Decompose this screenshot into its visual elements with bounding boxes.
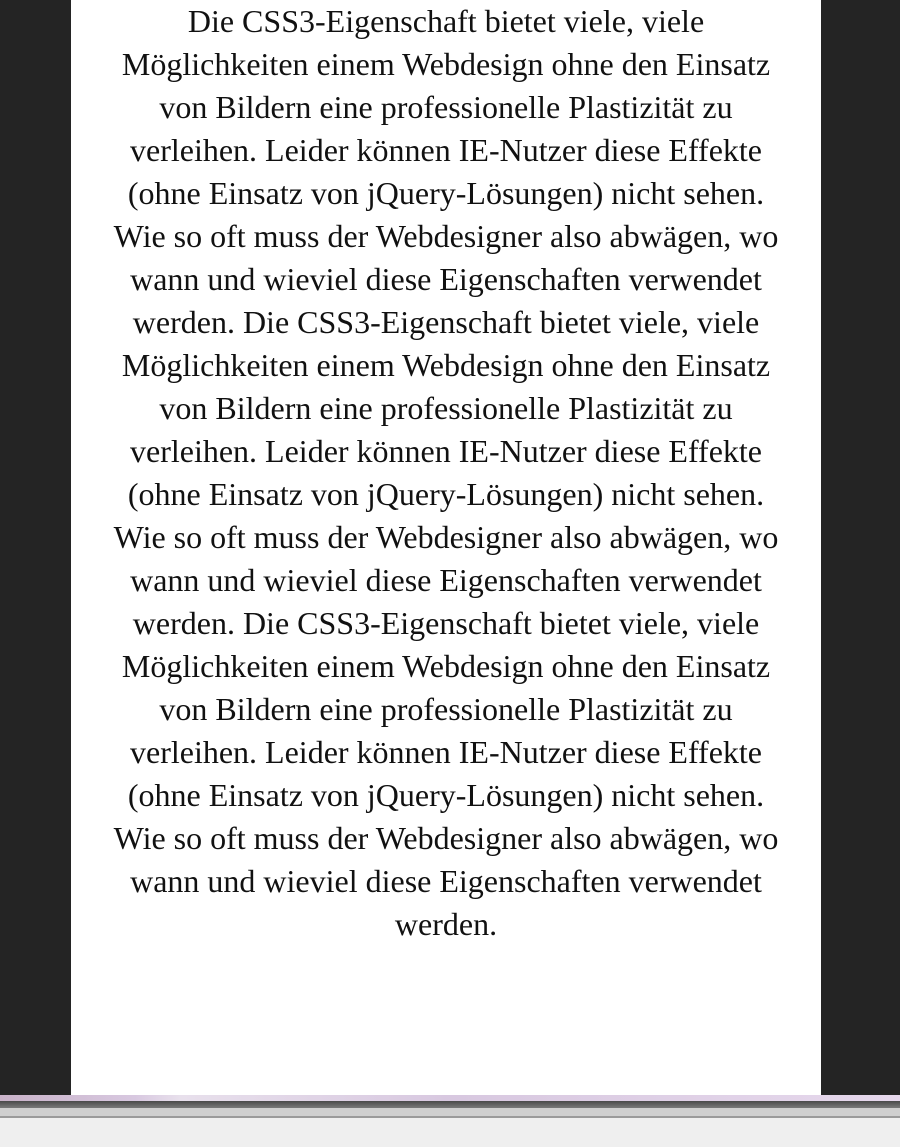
paragraph-line: (ohne Einsatz von jQuery-Lösungen) nicht sehen. xyxy=(127,476,765,512)
window-bottom-frame xyxy=(0,1095,900,1147)
paragraph-line: von Bildern eine professionelle Plastizität zu xyxy=(159,390,733,426)
paragraph-line: Wie so oft muss der Webdesigner also abwägen, wo xyxy=(113,218,779,254)
paragraph-line: werden. Die CSS3-Eigenschaft bietet viele, viele xyxy=(132,304,760,340)
frame-shadow-strip xyxy=(0,1101,900,1108)
paragraph-line: (ohne Einsatz von jQuery-Lösungen) nicht sehen. xyxy=(127,777,765,813)
paragraph-line: werden. Die CSS3-Eigenschaft bietet viele, viele xyxy=(132,605,760,641)
frame-highlight-strip xyxy=(0,1108,900,1116)
paragraph-line: Wie so oft muss der Webdesigner also abwägen, wo xyxy=(113,820,779,856)
paragraph-line: Möglichkeiten einem Webdesign ohne den Einsatz xyxy=(121,347,771,383)
paragraph-line: Möglichkeiten einem Webdesign ohne den Einsatz xyxy=(121,46,771,82)
article-paragraph xyxy=(71,0,821,946)
paragraph-line: Die CSS3-Eigenschaft bietet viele, viele xyxy=(187,3,705,39)
paragraph-line: wann und wieviel diese Eigenschaften verwendet xyxy=(130,863,762,899)
paragraph-line: Wie so oft muss der Webdesigner also abwägen, wo xyxy=(113,519,779,555)
paragraph-line: verleihen. Leider können IE-Nutzer diese Effekte xyxy=(130,734,762,770)
content-column xyxy=(71,0,821,1095)
paragraph-line: werden. xyxy=(394,906,498,942)
paragraph-line: verleihen. Leider können IE-Nutzer diese Effekte xyxy=(130,433,762,469)
paragraph-line: von Bildern eine professionelle Plastizität zu xyxy=(159,691,733,727)
paragraph-line: von Bildern eine professionelle Plastizität zu xyxy=(159,89,733,125)
paragraph-line: wann und wieviel diese Eigenschaften verwendet xyxy=(130,562,762,598)
paragraph-line: (ohne Einsatz von jQuery-Lösungen) nicht sehen. xyxy=(127,175,765,211)
status-bar xyxy=(0,1118,900,1147)
paragraph-line: verleihen. Leider können IE-Nutzer diese Effekte xyxy=(130,132,762,168)
paragraph-line: wann und wieviel diese Eigenschaften verwendet xyxy=(130,261,762,297)
paragraph-line: Möglichkeiten einem Webdesign ohne den Einsatz xyxy=(121,648,771,684)
